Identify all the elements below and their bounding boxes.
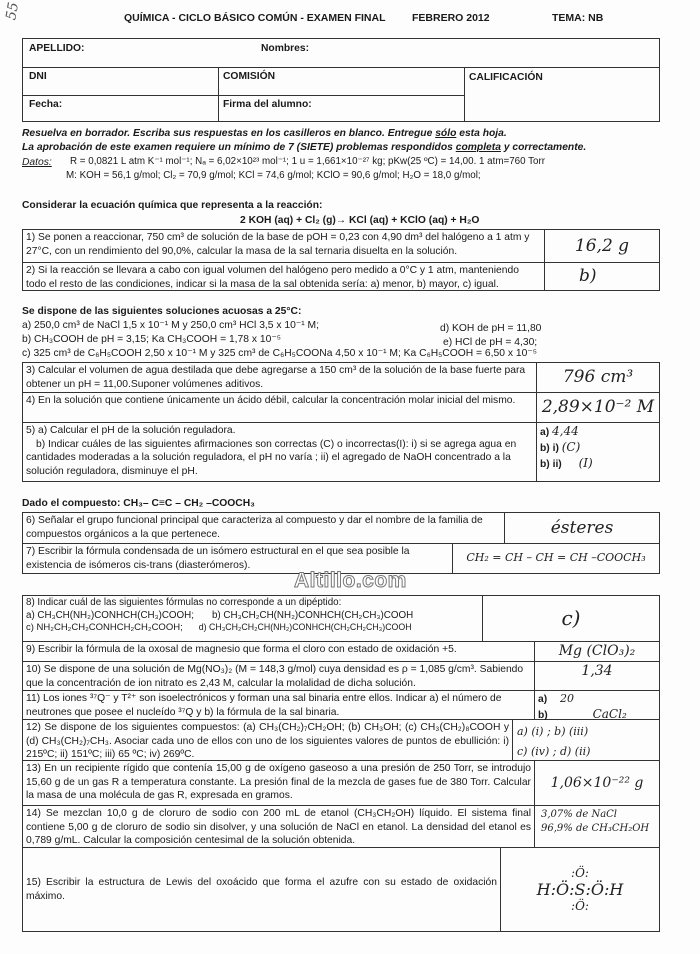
question-9-text: 9) Escribir la fórmula de la oxosal de magnesio que forma el cloro con estado de oxidación +5. <box>23 642 535 661</box>
comision-field[interactable] <box>219 68 465 96</box>
section1-heading: Considerar la ecuación química que representa a la reacción: <box>22 200 323 211</box>
question-3-text: 3) Calcular el volumen de agua destilada que debe agregarse a 150 cm³ de la solución de la base fuerte para obtener un pH = 11,00.Suponer volúmenes aditivos. <box>23 363 537 392</box>
lewis-bottom-oxygen: :Ö: <box>571 899 589 914</box>
question-15-text: 15) Escribir la estructura de Lewis del oxoácido que forma el azufre con su estado de oxidación máximo. <box>23 848 501 931</box>
firma-field[interactable] <box>219 96 465 121</box>
section4-questions <box>22 595 660 932</box>
corner-mark: 55 <box>3 1 23 22</box>
comision-label: COMISIÓN <box>223 71 276 82</box>
question-3 <box>23 363 659 392</box>
section3-heading: Dado el compuesto: CH₃– C≡C – CH₂ –COOCH₃ <box>22 498 255 509</box>
question-5b-text: b) Indicar cuáles de las siguientes afirmaciones son correctas (C) o incorrectas(I): i) si se agrega agua en cantidades moderadas a la solución reguladora, el pH no varía ; ii) el agregado de NaOH concentrado a la solución reguladora, disminuye el pH. <box>26 438 517 477</box>
question-9-answer[interactable]: Mg (ClO₃)₂ <box>558 643 636 660</box>
instruction-line-1: Resuelva en borrador. Escriba sus respuestas en los casilleros en blanco. Entregue sólo esta hoja. <box>22 128 507 139</box>
section3-questions <box>22 512 660 574</box>
calificacion-field[interactable] <box>465 68 659 121</box>
question-8-text <box>23 596 483 641</box>
question-7-answer[interactable]: CH₂ = CH – CH = CH –COOCH₃ <box>466 551 646 565</box>
solution-d: d) KOH de pH = 11,80 <box>440 323 542 334</box>
question-13 <box>23 760 659 805</box>
q11-answer-b[interactable]: CaCl₂ <box>592 706 627 721</box>
question-5 <box>23 422 659 481</box>
q5-answer-bi[interactable]: (C) <box>561 439 581 454</box>
watermark: Altillo.com <box>294 569 407 592</box>
q8-option-b: b) CH₃CH₂CH(NH₂)CONHCH(CH₂CH₃)COOH <box>211 609 414 621</box>
q11-label-b: b) <box>538 709 548 721</box>
solution-a: a) 250,0 cm³ de NaCl 1,5 x 10⁻¹ M y 250,0 cm³ HCl 3,5 x 10⁻¹ M; <box>22 320 319 331</box>
solution-b: b) CH₃COOH de pH = 3,15; Ka CH₃COOH = 1,78 x 10⁻⁵ <box>22 334 282 345</box>
question-2-answer[interactable]: b) <box>579 266 597 287</box>
nombres-label: Nombres: <box>261 43 310 54</box>
question-10-text: 10) Se dispone de una solución de Mg(NO₃)₂ (M = 148,3 g/mol) cuya densidad es ρ = 1,085 g/cm³. Sabiendo que la concentración de ion nitrato es 2,43 M, calcular la molalidad de dicha solución. <box>23 662 535 690</box>
question-4-answer[interactable]: 2,89×10⁻² M <box>541 397 655 418</box>
question-6-answer[interactable]: ésteres <box>550 517 614 538</box>
question-13-answer[interactable]: 1,06×10⁻²² g <box>550 774 644 791</box>
section2-heading: Se dispone de las siguientes soluciones acuosas a 25°C: <box>22 306 302 317</box>
student-info-form <box>22 38 660 122</box>
lewis-structure: H:Ö:S:Ö:H <box>536 879 624 899</box>
question-4 <box>23 392 659 422</box>
q5-label-bi: b) i) <box>540 442 559 454</box>
exam-title: QUÍMICA - CICLO BÁSICO COMÚN - EXAMEN FINAL <box>124 12 386 24</box>
exam-tema: TEMA: NB <box>552 12 604 24</box>
question-2 <box>23 262 659 290</box>
calificacion-label: CALIFICACIÓN <box>469 72 543 83</box>
question-6 <box>23 513 659 543</box>
question-12-answers[interactable] <box>513 720 659 760</box>
q12-answers-row1[interactable]: a) (i) ; b) (iii) <box>517 725 589 738</box>
question-8 <box>23 596 659 641</box>
question-11-answers[interactable] <box>535 691 659 719</box>
question-13-text: 13) En un recipiente rígido que contenía 15,00 g de oxígeno gaseoso a una presión de 250 Torr, se introdujo 15,60 g de un gas R a temperatura constante. La presión final de la mezcla de gases fue de 380 Torr. Calcular la masa de una molécula de gas R, expresada en gramos. <box>23 761 535 805</box>
q8-option-d: d) CH₃CH₂CH₂CH(NH₂)CONHCH(CH₂CH₂CH₃)COOH <box>198 622 412 633</box>
fecha-label: Fecha: <box>29 99 63 110</box>
q12-answers-row2[interactable]: c) (iv) ; d) (ii) <box>517 744 591 758</box>
solution-c: c) 325 cm³ de C₆H₅COOH 2,50 x 10⁻¹ M y 325 cm³ de C₆H₅COONa 4,50 x 10⁻¹ M; Ka C₆H₅COOH = 6,50 x 10⁻⁵ <box>22 348 538 359</box>
question-2-text: 2) Si la reacción se llevara a cabo con igual volumen del halógeno pero medido a 0°C y 1 atm, manteniendo todo el resto de las condiciones, indicar si la masa de la sal obtenida sería: a) menor, b) mayor, c) igual. <box>23 263 545 290</box>
question-1-text: 1) Se ponen a reaccionar, 750 cm³ de solución de la base de pOH = 0,23 con 4,90 dm³ del halógeno a 1 atm y 27°C, con un rendimiento del 90,0%, calcular la masa de la sal ternaria disuelta en la solución. <box>23 230 545 262</box>
question-14-answers[interactable] <box>535 806 659 847</box>
section1-questions <box>22 229 660 291</box>
q11-label-a: a) <box>538 694 548 705</box>
question-8-answer[interactable]: c) <box>561 606 581 631</box>
dni-label: DNI <box>29 71 47 82</box>
firma-label: Firma del alumno: <box>223 99 312 110</box>
question-7-text: 7) Escribir la fórmula condensada de un isómero estructural en el que sea posible la existencia de isómeros cis-trans (diasterómeros). <box>23 544 453 573</box>
instruction-line-2: La aprobación de este examen requiere un mínimo de 7 (SIETE) problemas respondidos completa y correctamente. <box>22 142 587 153</box>
question-15-answer[interactable] <box>501 848 659 931</box>
question-1-answer[interactable]: 16,2 g <box>574 235 630 256</box>
section2-questions <box>22 362 660 482</box>
question-10 <box>23 661 659 690</box>
question-12 <box>23 719 659 760</box>
question-11 <box>23 690 659 719</box>
datos-line-1: R = 0,0821 L atm K⁻¹ mol⁻¹; Nₐ = 6,02×10²³ mol⁻¹; 1 u = 1,661×10⁻²⁷ kg; pKw(25 ºC) = 14,00. 1 atm=760 Torr <box>70 156 545 167</box>
question-11-text: 11) Los iones ³⁷Q⁻ y T²⁺ son isoelectrónicos y forman una sal binaria entre ellos. Indicar a) el número de neutrones que posee el nucleído ³⁷Q y b) la fórmula de la sal binaria. <box>23 691 535 719</box>
q8-option-a: a) CH₃CH(NH₂)CONHCH(CH₃)COOH; <box>26 609 194 621</box>
question-14-text: 14) Se mezclan 10,0 g de cloruro de sodio con 200 mL de etanol (CH₃CH₂OH) líquido. El sistema final contiene 5,00 g de cloruro de sodio sin disolver, y una solución de NaCl en etanol. La densidad del etanol es 0,789 g/mL. Calcular la composición centesimal de la solución obtenida. <box>23 806 535 847</box>
q5-label-a: a) <box>540 427 550 438</box>
question-1 <box>23 230 659 262</box>
q5-label-bii: b) ii) <box>540 458 562 470</box>
question-9 <box>23 641 659 661</box>
solution-e: e) HCl de pH = 4,30; <box>443 337 538 348</box>
question-15 <box>23 847 659 931</box>
q14-answer-2[interactable]: 96,9% de CH₃CH₂OH <box>541 823 650 834</box>
datos-line-2: M: KOH = 56,1 g/mol; Cl₂ = 70,9 g/mol; KCl = 74,6 g/mol; KClO = 90,6 g/mol; H₂O = 18,0 g/mol; <box>66 170 481 181</box>
q5-answer-a[interactable]: 4,44 <box>552 424 579 438</box>
question-10-answer[interactable]: 1,34 <box>581 663 613 679</box>
apellido-label: APELLIDO: <box>29 43 85 54</box>
q11-answer-a[interactable]: 20 <box>560 692 575 705</box>
question-3-answer[interactable]: 796 cm³ <box>562 367 634 388</box>
q8-title: 8) Indicar cuál de las siguientes fórmulas no corresponde a un dipéptido: <box>26 597 342 608</box>
q5-answer-bii[interactable]: (I) <box>578 455 593 470</box>
question-5-answers[interactable] <box>537 423 659 481</box>
lewis-top-oxygen: :Ö: <box>571 865 589 880</box>
question-6-text: 6) Señalar el grupo funcional principal que caracteriza al compuesto y dar el nombre de la familia de compuestos orgánicos a la que pertenece. <box>23 513 505 543</box>
q8-option-c: c) NH₂CH₂CH₂CONHCH₂CH₂COOH; <box>26 622 183 634</box>
question-14 <box>23 805 659 847</box>
reaction-equation: 2 KOH (aq) + Cl₂ (g)→ KCl (aq) + KClO (aq) + H₂O <box>240 215 480 226</box>
name-row[interactable] <box>23 39 659 68</box>
exam-date: FEBRERO 2012 <box>412 12 490 24</box>
question-4-text: 4) En la solución que contiene únicamente un ácido débil, calcular la concentración molar inicial del mismo. <box>23 393 537 422</box>
question-12-text: 12) Se dispone de los siguientes compuestos: (a) CH₃(CH₂)₇CH₂OH; (b) CH₃OH; (c) CH₃(CH₂)₈COOH y (d) CH₃(CH₂)₇CH₃. Asociar cada uno de ellos con uno de los siguientes valores de puntos de ebullición: i) 215ºC; ii) 151ºC; iii) 65 ºC; iv) 269ºC. <box>23 720 513 760</box>
fecha-field[interactable] <box>23 96 219 121</box>
dni-field[interactable] <box>23 68 219 96</box>
question-5-text <box>23 423 537 481</box>
datos-label: Datos: <box>22 157 52 168</box>
q14-answer-1[interactable]: 3,07% de NaCl <box>541 809 618 820</box>
question-5a-text: 5) a) Calcular el pH de la solución reguladora. <box>26 425 236 436</box>
